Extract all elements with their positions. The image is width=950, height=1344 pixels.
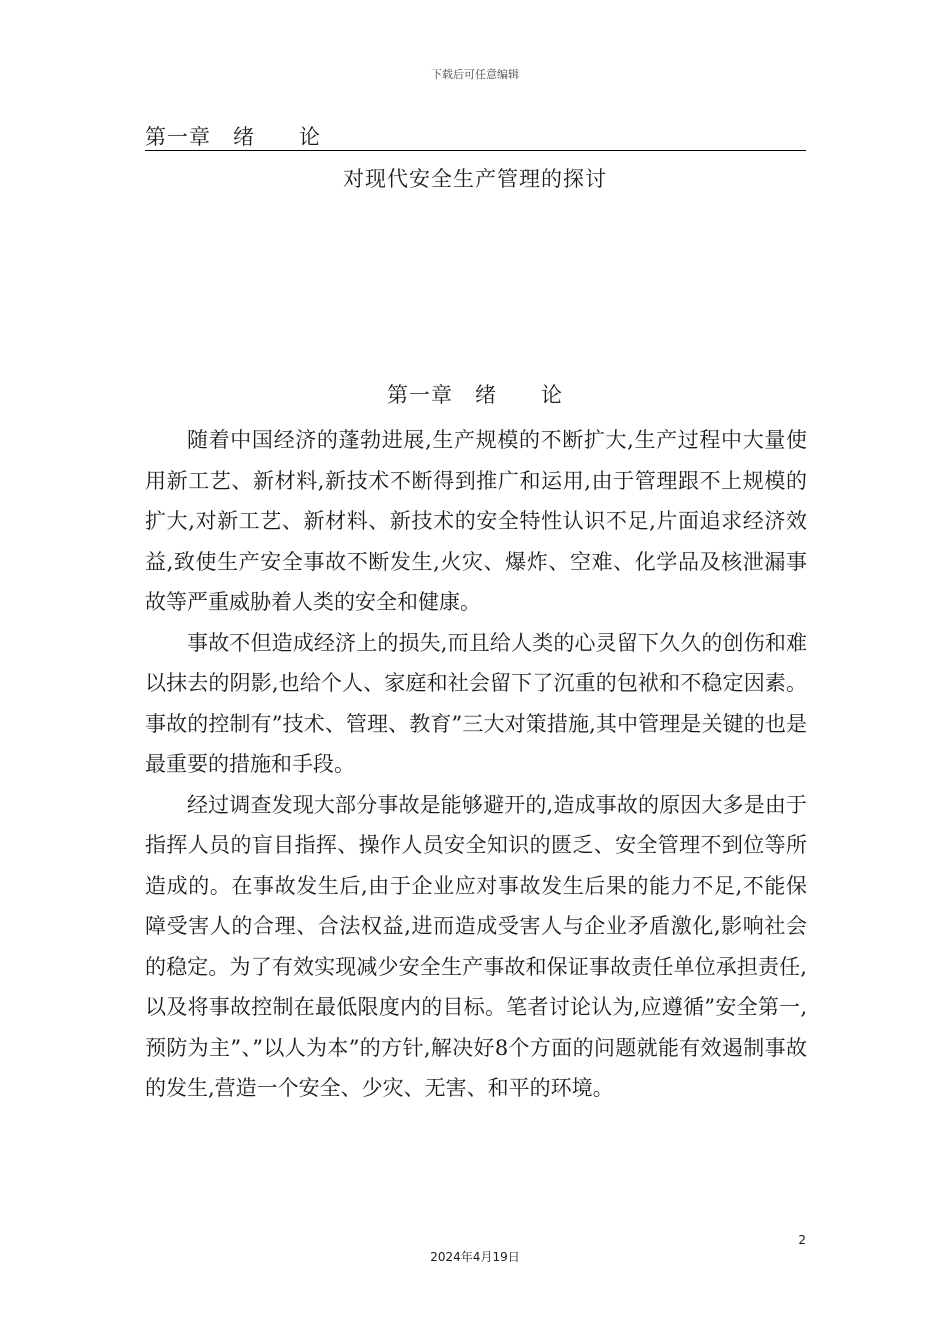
page-footer-date: 2024年4月19日 <box>430 1250 520 1264</box>
chapter-heading: 第一章 绪 论 <box>145 122 806 151</box>
document-title: 对现代安全生产管理的探讨 <box>343 167 607 191</box>
body-text <box>145 420 807 1109</box>
paragraph: 经过调查发现大部分事故是能够避开的,造成事故的原因大多是由于指挥人员的盲目指挥、操作人员安全知识的匮乏、安全管理不到位等所造成的。在事故发生后,由于企业应对事故发生后果的能力不足,不能保障受害人的合理、合法权益,进而造成受害人与企业矛盾激化,影响社会的稳定。为了有效实现减少安全生产事故和保证事故责任单位承担责任,以及将事故控制在最低限度内的目标。笔者讨论认为,应遵循”安全第一,预防为主”、”以人为本”的方针,解决好8个方面的问题就能有效遏制事故的发生,营造一个安全、少灾、无害、和平的环境。 <box>145 792 807 1100</box>
section-heading: 第一章 绪 论 <box>387 383 563 407</box>
page-number: 2 <box>798 1233 806 1247</box>
paragraph: 事故不但造成经济上的损失,而且给人类的心灵留下久久的创伤和难以抹去的阴影,也给个人、家庭和社会留下了沉重的包袱和不稳定因素。事故的控制有”技术、管理、教育”三大对策措施,其中管理是关键的也是最重要的措施和手段。 <box>145 630 807 776</box>
paragraph: 随着中国经济的蓬勃进展,生产规模的不断扩大,生产过程中大量使用新工艺、新材料,新技术不断得到推广和运用,由于管理跟不上规模的扩大,对新工艺、新材料、新技术的安全特性认识不足,片面追求经济效益,致使生产安全事故不断发生,火灾、爆炸、空难、化学品及核泄漏事故等严重威胁着人类的安全和健康。 <box>145 428 807 614</box>
page-header-note: 下载后可任意编辑 <box>431 68 519 81</box>
